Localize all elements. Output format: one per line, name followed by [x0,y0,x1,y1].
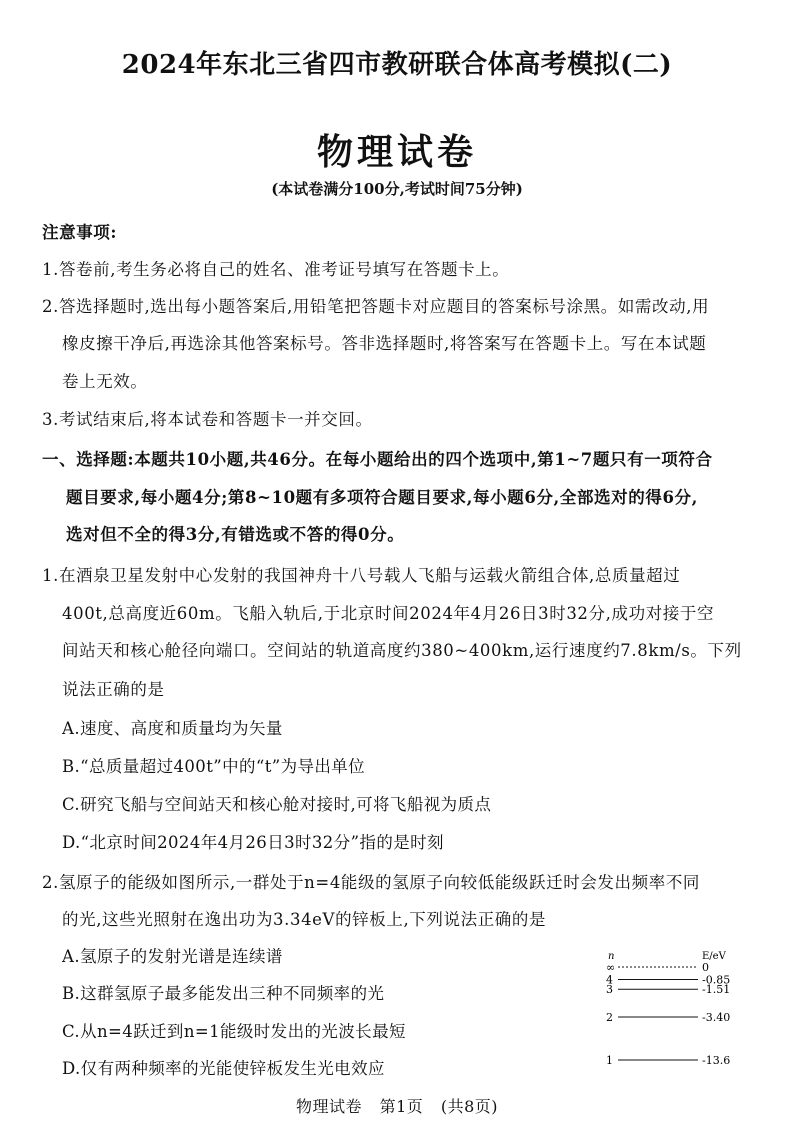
level-n-label: 4 [606,973,613,987]
level-n-label: 3 [606,983,613,997]
page-footer [0,1094,794,1117]
q1-stem: 说法正确的是 [62,680,165,699]
level-energy-label: -0.85 [702,973,731,987]
notice-item: 3.考试结束后,将本试卷和答题卡一并交回。 [42,410,373,429]
level-energy-label: -13.6 [702,1054,731,1067]
level-n-label: 2 [606,1010,613,1024]
exam-info: (本试卷满分100分,考试时间75分钟) [271,180,523,198]
q1-option-b: B.“总质量超过400t”中的“t”为导出单位 [62,757,366,776]
level-energy-label: 0 [702,961,709,974]
q1-option-c: C.研究飞船与空间站天和核心舱对接时,可将飞船视为质点 [62,795,492,814]
q2-stem: 的光,这些光照射在逸出功为3.34eV的锌板上,下列说法正确的是 [62,910,547,929]
exam-title: 2024年东北三省四市教研联合体高考模拟(二) [121,50,673,80]
notice-item: 1.答卷前,考生务必将自己的姓名、准考证号填写在答题卡上。 [42,260,510,279]
q2-option-a: A.氢原子的发射光谱是连续谱 [62,947,283,966]
q2-option-c: C.从n=4跃迁到n=1能级时发出的光波长最短 [62,1022,406,1041]
section-instructions: 题目要求,每小题4分;第8~10题有多项符合题目要求,每小题6分,全部选对的得6分, [66,488,698,507]
q2-option-b: B.这群氢原子最多能发出三种不同频率的光 [62,984,385,1003]
q1-stem: 400t,总高度近60m。飞船入轨后,于北京时间2024年4月26日3时32分,成功对接于空 [62,604,715,623]
notice-item: 卷上无效。 [62,372,148,391]
q2-stem: 2.氢原子的能级如图所示,一群处于n=4能级的氢原子向较低能级跃迁时会发出频率不同 [42,873,701,892]
energy-axis-label: E/eV [702,951,726,962]
n-axis-label: n [608,951,615,962]
q1-stem: 间站天和核心舱径向端口。空间站的轨道高度约380~400km,运行速度约7.8km/s。下列 [62,641,742,660]
footer-subject: 物理试卷 [295,1097,362,1116]
q1-option-d: D.“北京时间2024年4月26日3时32分”指的是时刻 [62,833,444,852]
level-n-label: ∞ [606,961,616,974]
notice-item: 橡皮擦干净后,再选涂其他答案标号。答非选择题时,将答案写在答题卡上。写在本试题 [62,334,707,353]
subject-title: 物理试卷 [316,131,477,173]
notice-heading: 注意事项: [42,223,118,242]
level-energy-label: -3.40 [702,1010,731,1024]
notice-item: 2.答选择题时,选出每小题答案后,用铅笔把答题卡对应题目的答案标号涂黑。如需改动,用 [42,297,710,316]
footer-total-pages: (共8页) [440,1097,499,1116]
q1-option-a: A.速度、高度和质量均为矢量 [62,719,283,738]
section-instructions: 选对但不全的得3分,有错选或不答的得0分。 [66,525,405,544]
footer-page-number: 第1页 [379,1097,424,1116]
level-energy-label: -1.51 [702,983,731,997]
energy-level-diagram [598,950,748,1075]
q1-stem: 1.在酒泉卫星发射中心发射的我国神舟十八号载人飞船与运载火箭组合体,总质量超过 [42,566,681,585]
section-heading: 一、选择题:本题共10小题,共46分。在每小题给出的四个选项中,第1~7题只有一项符合 [42,450,713,469]
q2-option-d: D.仅有两种频率的光能使锌板发生光电效应 [62,1059,385,1078]
level-n-label: 1 [606,1054,613,1067]
